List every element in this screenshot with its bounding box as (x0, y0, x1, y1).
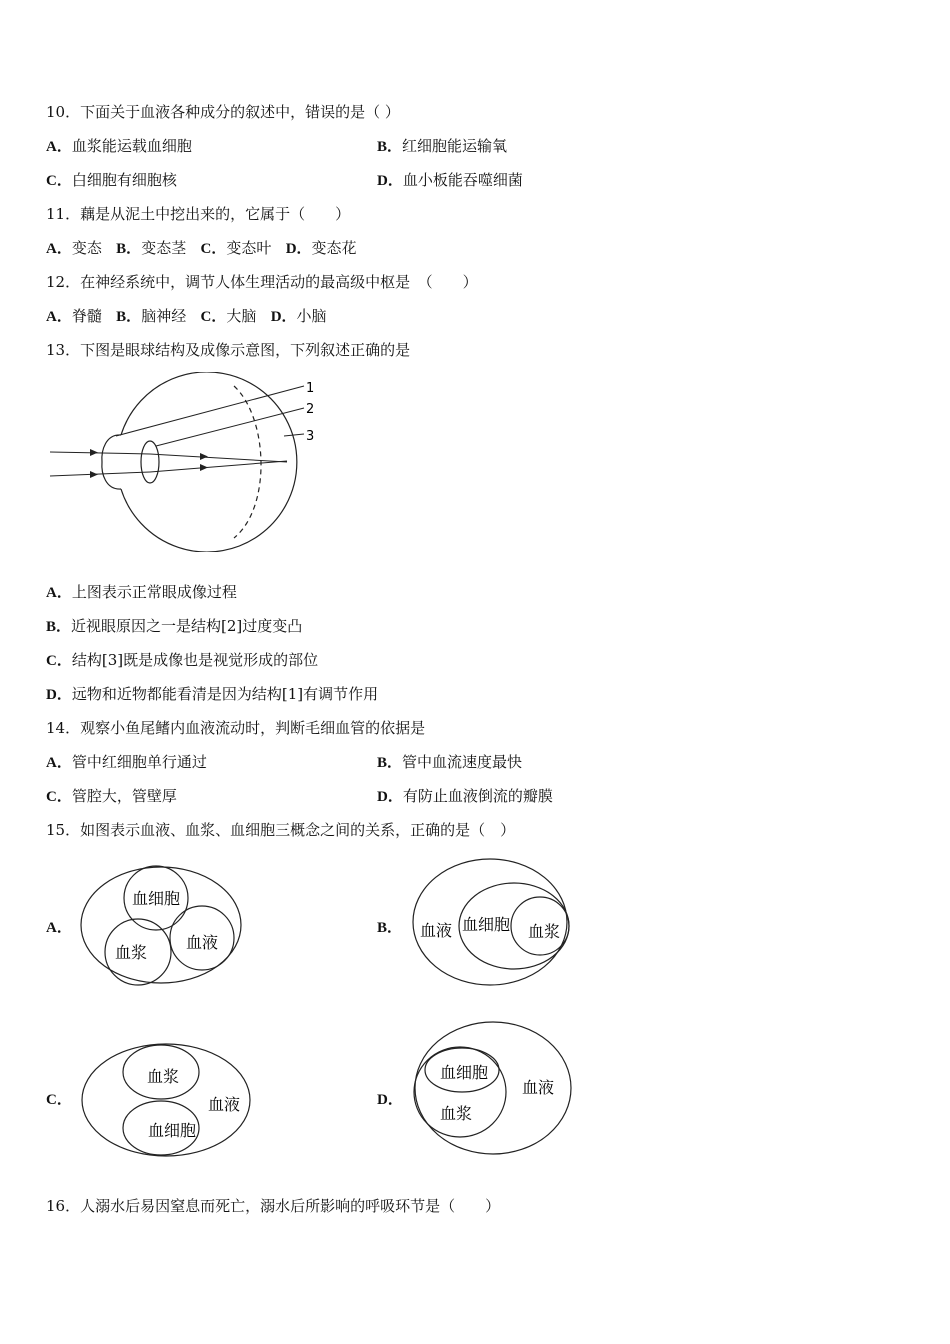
option-label: D． (285, 241, 312, 257)
q15-option-a-label: A． (46, 920, 72, 936)
option-text: 管腔大，管壁厚 (71, 787, 177, 805)
venn-diagram-b (410, 856, 575, 988)
venn-text: 血浆 (114, 943, 148, 962)
venn-text: 血浆 (527, 922, 561, 941)
option-label: A． (46, 139, 72, 155)
leader-line-2 (156, 408, 304, 446)
leader-line-3 (284, 434, 304, 436)
option-text: 远物和近物都能看清是因为结构[1]有调节作用 (71, 685, 379, 703)
option-text: 变态茎 (141, 239, 187, 257)
option-text: 小脑 (296, 307, 327, 325)
venn-text: 血细胞 (461, 915, 511, 934)
venn-text: 血液 (207, 1095, 241, 1114)
retina-dashed (234, 386, 261, 538)
option-label: B． (46, 619, 72, 635)
option-text: 大脑 (226, 307, 257, 325)
option-label: B． (377, 139, 403, 155)
q16-stem: 16．人溺水后易因窒息而死亡，溺水后所影响的呼吸环节是（ ） (46, 1197, 501, 1215)
option-text: 脑神经 (141, 307, 187, 325)
arrow-head (90, 471, 98, 478)
option-label: D． (377, 789, 403, 805)
option-label: C． (200, 309, 227, 325)
venn-text: 血液 (419, 921, 453, 940)
light-ray-bottom-refracted (150, 461, 287, 472)
option-label: A． (46, 755, 72, 771)
venn-diagram-c (80, 1040, 255, 1160)
venn-text: 血细胞 (147, 1121, 197, 1140)
option-text: 红细胞能运输氧 (402, 137, 508, 155)
option-text: 近视眼原因之一是结构[2]过度变凸 (71, 617, 303, 635)
eyeball-diagram (46, 372, 336, 552)
q15-option-c-label: C． (46, 1092, 72, 1108)
lens (141, 441, 159, 483)
option-label: A． (46, 309, 72, 325)
figure-label-1: 1 (306, 381, 315, 396)
q14-stem: 14．观察小鱼尾鳍内血液流动时，判断毛细血管的依据是 (46, 719, 426, 737)
option-text: 上图表示正常眼成像过程 (71, 583, 237, 601)
q12-options (46, 306, 327, 327)
q15-option-b-label: B． (377, 920, 403, 936)
venn-diagram-d (410, 1018, 575, 1158)
option-text: 有防止血液倒流的瓣膜 (402, 787, 553, 805)
option-label: C． (46, 173, 72, 189)
option-text: 血浆能运载血细胞 (71, 137, 192, 155)
venn-text: 血浆 (439, 1104, 473, 1123)
venn-text: 血液 (521, 1078, 555, 1097)
option-label: A． (46, 241, 72, 257)
light-ray-bottom (50, 472, 150, 476)
option-label: D． (270, 309, 297, 325)
q13-option-c (46, 650, 318, 671)
venn-diagram-a (78, 864, 248, 988)
q14-option-b (377, 752, 522, 773)
figure-label-3: 3 (306, 429, 315, 444)
arrow-head (90, 449, 98, 456)
light-ray-top (50, 452, 150, 454)
q10-option-b (377, 136, 507, 157)
option-label: D． (377, 173, 403, 189)
option-text: 变态 (71, 239, 102, 257)
q15-stem: 15．如图表示血液、血浆、血细胞三概念之间的关系，正确的是（ ） (46, 821, 516, 839)
option-text: 血小板能吞噬细菌 (402, 171, 523, 189)
option-label: C． (200, 241, 227, 257)
q10-option-d (377, 170, 523, 191)
option-label: B． (116, 309, 142, 325)
venn-text: 血细胞 (131, 889, 181, 908)
option-label: C． (46, 789, 72, 805)
venn-text: 血浆 (146, 1067, 180, 1086)
q10-option-c (46, 170, 177, 191)
option-label: D． (46, 687, 72, 703)
q12-stem: 12．在神经系统中，调节人体生理活动的最高级中枢是 （ ） (46, 273, 478, 291)
q11-options (46, 238, 357, 259)
light-ray-top-refracted (150, 454, 287, 462)
cornea (102, 435, 121, 489)
option-text: 变态花 (311, 239, 357, 257)
venn-text: 血细胞 (439, 1063, 489, 1082)
arrow-head (200, 453, 208, 460)
leader-line-1 (116, 386, 304, 436)
option-text: 变态叶 (226, 239, 272, 257)
option-text: 管中红细胞单行通过 (71, 753, 207, 771)
q13-option-d (46, 684, 378, 705)
q13-option-b (46, 616, 302, 637)
q13-stem: 13．下图是眼球结构及成像示意图，下列叙述正确的是 (46, 341, 411, 359)
q14-option-a (46, 752, 207, 773)
option-label: C． (46, 653, 72, 669)
q10-stem: 10．下面关于血液各种成分的叙述中，错误的是（ ） (46, 103, 400, 121)
option-label: B． (116, 241, 142, 257)
option-text: 管中血流速度最快 (402, 753, 523, 771)
q11-stem: 11．藕是从泥土中挖出来的，它属于（ ） (46, 205, 351, 223)
q15-option-d-label: D． (377, 1092, 403, 1108)
option-label: A． (46, 585, 72, 601)
venn-text: 血液 (185, 933, 219, 952)
q14-option-c (46, 786, 177, 807)
option-text: 脊髓 (71, 307, 102, 325)
q10-option-a (46, 136, 192, 157)
q13-option-a (46, 582, 237, 603)
q14-option-d (377, 786, 553, 807)
option-text: 白细胞有细胞核 (71, 171, 177, 189)
figure-label-2: 2 (306, 402, 315, 417)
arrow-head (200, 464, 208, 471)
option-label: B． (377, 755, 403, 771)
option-text: 结构[3]既是成像也是视觉形成的部位 (71, 651, 319, 669)
